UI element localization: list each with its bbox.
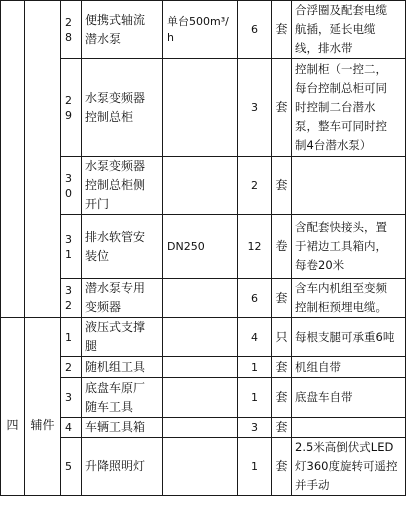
- index-line: 3: [65, 284, 72, 297]
- spec-cell: [163, 215, 238, 279]
- item-name-line: 装位: [85, 248, 110, 263]
- note-line: 含配套快接头，置: [295, 220, 387, 234]
- note-cell: [292, 318, 406, 357]
- quantity-cell: 4: [238, 318, 272, 357]
- index-line: 2: [65, 15, 72, 29]
- quantity-cell: 3: [238, 59, 272, 157]
- item-name-line: 潜水泵: [85, 31, 122, 46]
- index-line: 4: [65, 421, 72, 434]
- spec-cell: [163, 318, 238, 357]
- quantity-cell: 2: [238, 157, 272, 215]
- note-line: 于裙边工具箱内，: [295, 239, 387, 253]
- item-name-line: 变频器: [85, 300, 122, 314]
- unit-cell: 套: [272, 357, 292, 378]
- note-line: 泵，整车可同时控: [295, 119, 387, 133]
- table-row: [1, 1, 406, 59]
- note-line: 2.5米高倒伏式LED: [295, 440, 394, 454]
- quantity-cell: 6: [238, 1, 272, 59]
- unit-cell: 套: [272, 438, 292, 496]
- note-line: 每台控制总柜可同: [295, 81, 387, 95]
- index-line: 2: [65, 93, 72, 107]
- note-cell: [292, 59, 406, 157]
- index-cell: [61, 59, 82, 157]
- note-line: 每根支腿可承重6吨: [295, 329, 395, 344]
- index-cell: [61, 1, 82, 59]
- item-name-cell: [82, 279, 163, 318]
- item-name-line: 升降照明灯: [85, 459, 146, 473]
- index-line: 0: [65, 186, 72, 200]
- note-cell: [292, 357, 406, 378]
- note-cell: [292, 157, 406, 215]
- note-line: 时控制二台潜水: [295, 100, 376, 114]
- item-name-line: 腿: [85, 339, 98, 353]
- note-cell: [292, 378, 406, 418]
- index-line: 1: [65, 330, 72, 344]
- note-line: 合浮圈及配套电缆: [295, 3, 387, 17]
- index-line: 2: [65, 360, 72, 374]
- unit-cell: 套: [272, 1, 292, 59]
- index-cell: [61, 438, 82, 496]
- unit-cell: 只: [272, 318, 292, 357]
- index-line: 8: [65, 30, 72, 44]
- index-line: 9: [65, 108, 72, 122]
- table-row: [1, 418, 406, 438]
- spec-cell: [163, 438, 238, 496]
- spec-cell: [163, 357, 238, 378]
- note-cell: [292, 438, 406, 496]
- table-row: [1, 438, 406, 496]
- table-row: [1, 357, 406, 378]
- category-name-cell: [25, 1, 61, 318]
- index-cell: [61, 357, 82, 378]
- spec-cell: [163, 418, 238, 438]
- table-row: [1, 157, 406, 215]
- note-line: 制4台潜水泵）: [295, 138, 372, 152]
- index-line: 3: [65, 171, 72, 185]
- quantity-cell: 1: [238, 378, 272, 418]
- note-line: 灯360度旋转可遥控: [295, 459, 398, 473]
- spec-line: 单台500m³/: [167, 14, 229, 28]
- spec-line: DN250: [167, 239, 205, 253]
- index-line: 5: [65, 460, 72, 473]
- item-name-line: 控制总柜侧: [85, 178, 146, 192]
- item-name-cell: [82, 357, 163, 378]
- item-name-line: 水泵变频器: [85, 90, 146, 105]
- unit-cell: 套: [272, 418, 292, 438]
- item-name-cell: [82, 318, 163, 357]
- item-name-line: 底盘车原厂: [85, 380, 146, 395]
- table-row: [1, 378, 406, 418]
- item-name-cell: [82, 1, 163, 59]
- note-line: 并手动: [295, 478, 330, 492]
- item-name-line: 控制总柜: [85, 109, 134, 124]
- item-name-line: 便携式轴流: [85, 12, 146, 27]
- item-name-line: 车辆工具箱: [85, 420, 146, 434]
- item-name-line: 潜水泵专用: [85, 281, 146, 295]
- category-name-cell: 辅件: [25, 318, 61, 496]
- index-cell: [61, 279, 82, 318]
- spec-cell: [163, 378, 238, 418]
- table-row: [1, 215, 406, 279]
- unit-cell: 套: [272, 157, 292, 215]
- quantity-cell: 12: [238, 215, 272, 279]
- note-cell: [292, 215, 406, 279]
- item-name-line: 排水软管安: [85, 229, 146, 244]
- spec-cell: [163, 279, 238, 318]
- note-cell: [292, 279, 406, 318]
- item-name-line: 水泵变频器: [85, 159, 146, 173]
- index-line: 3: [65, 391, 72, 404]
- spec-cell: [163, 1, 238, 59]
- note-line: 线，排水带: [295, 41, 353, 55]
- index-cell: [61, 157, 82, 215]
- unit-cell: 套: [272, 378, 292, 418]
- note-line: 底盘车自带: [295, 390, 353, 404]
- table-row: [1, 59, 406, 157]
- index-cell: [61, 318, 82, 357]
- note-line: 控制柜预埋电缆。: [295, 300, 387, 314]
- item-name-cell: [82, 59, 163, 157]
- category-number-cell: [1, 1, 25, 318]
- item-name-line: 随车工具: [85, 399, 134, 414]
- item-name-line: 随机组工具: [85, 359, 146, 374]
- category-number-cell: 四: [1, 318, 25, 496]
- index-cell: [61, 378, 82, 418]
- index-cell: [61, 215, 82, 279]
- item-name-cell: [82, 157, 163, 215]
- item-name-line: 液压式支撑: [85, 320, 146, 334]
- note-cell: [292, 1, 406, 59]
- unit-cell: 卷: [272, 215, 292, 279]
- note-line: 控制柜（一控二，: [295, 62, 387, 76]
- quantity-cell: 6: [238, 279, 272, 318]
- note-cell: [292, 418, 406, 438]
- quantity-cell: 1: [238, 357, 272, 378]
- note-line: 航插，延长电缆: [295, 22, 376, 36]
- note-line: 机组自带: [295, 359, 341, 374]
- quantity-cell: 3: [238, 418, 272, 438]
- unit-cell: 套: [272, 59, 292, 157]
- item-name-cell: [82, 418, 163, 438]
- note-line: 含车内机组至变频: [295, 281, 387, 295]
- index-cell: [61, 418, 82, 438]
- spec-cell: [163, 59, 238, 157]
- index-line: 2: [65, 299, 72, 312]
- index-line: 3: [65, 232, 72, 246]
- item-name-cell: [82, 215, 163, 279]
- index-line: 1: [65, 247, 72, 261]
- quantity-cell: 1: [238, 438, 272, 496]
- spec-cell: [163, 157, 238, 215]
- spec-line: h: [167, 30, 174, 44]
- note-line: 每卷20米: [295, 258, 345, 272]
- item-name-cell: [82, 438, 163, 496]
- item-name-cell: [82, 378, 163, 418]
- table-row: [1, 279, 406, 318]
- table-row: [1, 318, 406, 357]
- unit-cell: 套: [272, 279, 292, 318]
- item-name-line: 开门: [85, 197, 110, 211]
